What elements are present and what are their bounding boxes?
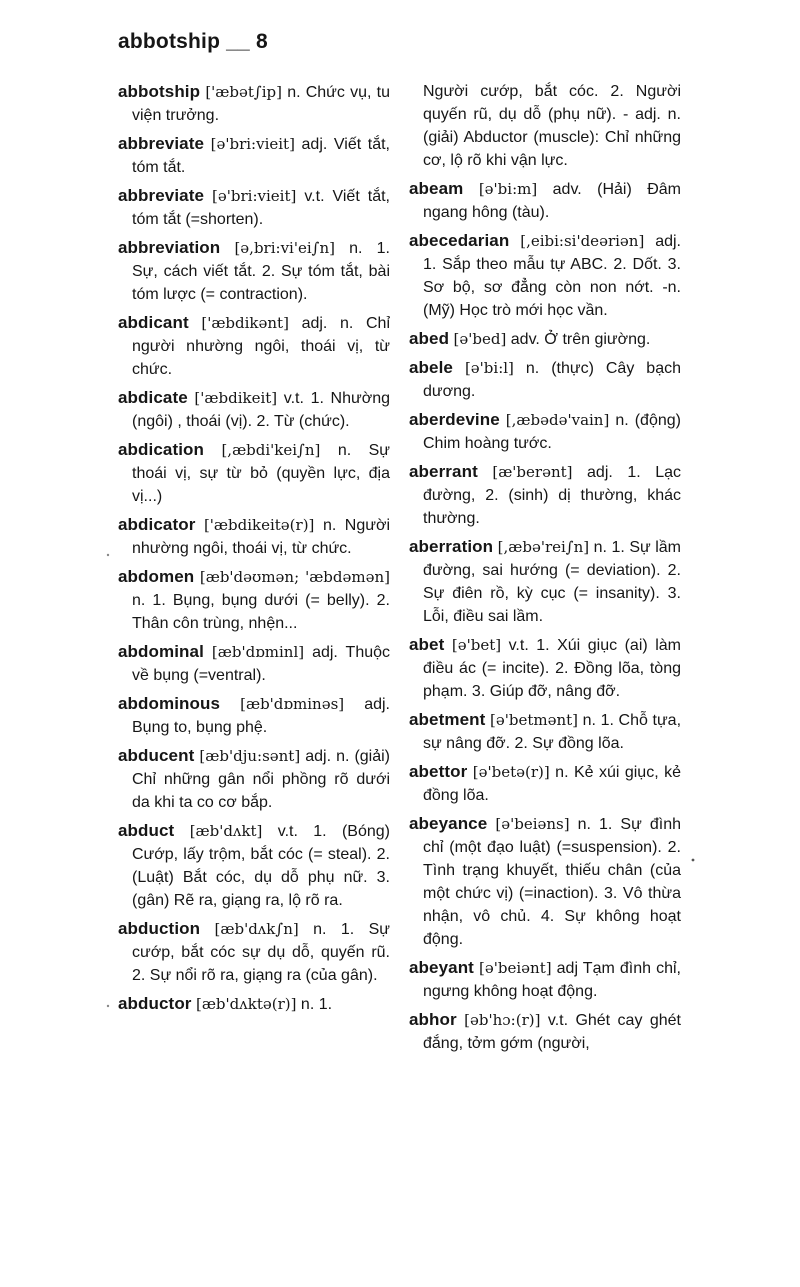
headword: abetment [409,710,486,729]
definition: adj. Thuộc về bụng (=ventral). [132,644,391,684]
page-header: abbotship __ 8 [118,30,268,53]
headword: abeam [409,179,464,198]
definition: adj. n. (giải) Chỉ những gân nổi phồng rõ dưới da khi ta co cơ bắp. [132,748,391,811]
pronunciation: [ə'bi:l] [464,359,514,377]
headword: abdicate [118,388,188,407]
pronunciation: [æb'dʌk∫n] [214,920,299,938]
definition: adv. (Hải) Đâm ngang hông (tàu). [423,181,681,221]
definition: adj. n. Chỉ người nhường ngôi, thoái vị, từ chức. [132,315,390,378]
headword: abettor [409,762,468,781]
dictionary-entry [409,460,681,530]
headword: abbreviate [118,134,205,153]
definition: n. 1. Bụng, bụng dưới (= belly). 2. Thân côn trùng, nhện... [132,592,390,632]
dictionary-entry [118,917,390,987]
definition: n. Kẻ xúi giục, kẻ đồng lõa. [423,764,681,804]
definition: n. 1. Chỗ tựa, sự nâng đỡ. 2. Sự đồng lõa. [423,712,682,752]
dictionary-entry [118,692,390,739]
definition: n. Sự thoái vị, sự từ bỏ (quyền lực, địa vị...) [132,442,390,505]
definition: n. 1. Sự cướp, bắt cóc sự dụ dỗ, quyến rũ. 2. Sự nổi rõ ra, giạng ra (của gân). [132,921,390,984]
headword: abecedarian [409,231,510,250]
pronunciation: [ə'bet] [451,636,502,654]
headword: aberrant [409,462,478,481]
pronunciation: ['æbdikənt] [201,314,289,332]
definition: n. 1. Sự đình chỉ (một đạo luật) (=suspension). 2. Tình trạng khuyết, thiếu chân (của một chức vị) (=inaction). 3. Vô thừa nhận, vô chủ. 4. Sự không hoạt động. [423,816,682,948]
dictionary-entry [409,633,681,703]
dictionary-entry [409,356,681,403]
headword: abbotship [118,82,201,101]
definition: adj. 1. Sắp theo mẫu tự ABC. 2. Dốt. 3. Sơ bộ, sơ đẳng còn non nớt. -n. (Mỹ) Học trò mới học vần. [423,233,681,319]
pronunciation: [æb'dʌkt] [189,822,263,840]
right-column [409,80,681,1060]
dictionary-entry [118,386,390,433]
entry-continuation: Người cướp, bắt cóc. 2. Người quyến rũ, dụ dỗ (phụ nữ). - adj. n. (giải) Abductor (muscle): Chỉ những cơ, lộ rõ khi vận lực. [423,83,681,169]
pronunciation: ['æbdikeit] [194,389,278,407]
dictionary-entry [118,565,390,635]
dictionary-entry [118,992,390,1016]
headword: abeyance [409,814,488,833]
dictionary-entry [409,408,681,455]
pronunciation: [ə,bri:vi'ei∫n] [234,239,335,257]
pronunciation: [ə'bi:m] [478,180,538,198]
scan-speck [692,859,695,862]
definition: n. (động) Chim hoàng tước. [423,412,681,452]
dictionary-entry [409,177,681,224]
definition: v.t. Ghét cay ghét đắng, tởm gớm (người, [423,1012,681,1052]
dictionary-entry [409,956,681,1003]
definition: n. Chức vụ, tu viện trưởng. [132,84,390,124]
pronunciation: [ə'betə(r)] [472,763,550,781]
dictionary-entry [118,438,390,508]
pronunciation: [,eibi:si'deəriən] [520,232,645,250]
headword: abdominous [118,694,221,713]
pronunciation: [əb'hɔ:(r)] [464,1011,541,1029]
dictionary-entry [118,311,390,381]
headword: abdominal [118,642,204,661]
pronunciation: ['æbdikeitə(r)] [203,516,315,534]
headword: abdication [118,440,205,459]
pronunciation: [æb'dəʊmən; 'æbdəmən] [199,568,390,586]
headword: abductor [118,994,192,1013]
dictionary-entry [118,132,390,179]
dictionary-entry [118,513,390,560]
headword: abele [409,358,453,377]
dictionary-entry [409,812,681,951]
dictionary-entry [118,640,390,687]
definition: v.t. Viết tắt, tóm tắt (=shorten). [132,188,390,228]
pronunciation: [æb'dɒminəs] [240,695,345,713]
definition: n. 1. Sự, cách viết tắt. 2. Sự tóm tắt, bài tóm lược (= contraction). [132,240,391,303]
definition: adj. 1. Lạc đường, 2. (sinh) dị thường, khác thường. [423,464,681,527]
pronunciation: [ə'betmənt] [490,711,579,729]
headword: abduction [118,919,201,938]
pronunciation: [æb'dɒminl] [211,643,305,661]
dictionary-entry [118,744,390,814]
headword: abed [409,329,450,348]
definition: v.t. 1. Xúi giục (ai) làm điều ác (= incite). 2. Đồng lõa, tòng phạm. 3. Giúp đỡ, nâng đỡ. [423,637,681,700]
pronunciation: [,æbdi'kei∫n] [221,441,321,459]
headword: abdicator [118,515,196,534]
definition: adv. Ở trên giường. [510,331,651,348]
dictionary-entry [118,236,390,306]
headword: abdomen [118,567,195,586]
definition: n. 1. [300,996,333,1013]
headword: abbreviate [118,186,205,205]
pronunciation: [ə'beiəns] [495,815,570,833]
dictionary-entry [409,229,681,322]
definition: adj Tạm đình chỉ, ngưng không hoạt động. [423,960,681,1000]
pronunciation: [,æbə'rei∫n] [497,538,590,556]
headword: abbreviation [118,238,221,257]
scan-speck [107,1005,109,1007]
headword: abhor [409,1010,457,1029]
headword: abet [409,635,445,654]
pronunciation: [ə'bed] [453,330,507,348]
pronunciation: [ə'beiənt] [479,959,552,977]
definition: adj. Viết tắt, tóm tắt. [132,136,390,176]
left-column [118,80,390,1021]
pronunciation: [æb'dju:sənt] [199,747,301,765]
dictionary-entry [409,708,681,755]
definition: adj. Bụng to, bụng phệ. [132,696,390,736]
headword: abduct [118,821,175,840]
definition: v.t. 1. (Bóng) Cướp, lấy trộm, bắt cóc (= steal). 2. (Luật) Bắt cóc, dụ dỗ phụ nữ. 3. (gân) Rẽ ra, giạng ra, lộ rõ ra. [132,823,390,909]
headword: abdicant [118,313,189,332]
definition: n. 1. Sự lầm đường, sai hướng (= deviation). 2. Sự điên rồ, kỳ cục (= insanity). 3. Lỗi, điều sai lầm. [423,539,681,625]
headword: aberration [409,537,494,556]
definition: v.t. 1. Nhường (ngôi) , thoái (vị). 2. Từ (chức). [132,390,390,430]
dictionary-entry [118,819,390,912]
pronunciation: [ə'bri:vieit] [212,187,297,205]
pronunciation: ['æbət∫ip] [205,83,282,101]
dictionary-entry [118,184,390,231]
pronunciation: [æ'berənt] [492,463,573,481]
headword: abeyant [409,958,474,977]
headword: abducent [118,746,195,765]
headword: aberdevine [409,410,500,429]
scan-speck [107,554,109,556]
dictionary-entry [118,80,390,127]
dictionary-entry [409,1008,681,1055]
pronunciation: [,æbədə'vain] [505,411,610,429]
dictionary-entry [409,327,681,351]
dictionary-entry [409,535,681,628]
dictionary-entry [409,760,681,807]
pronunciation: [æb'dʌktə(r)] [195,995,297,1013]
definition: n. Người nhường ngôi, thoái vị, từ chức. [132,517,390,557]
definition: n. (thực) Cây bạch dương. [423,360,681,400]
pronunciation: [ə'bri:vieit] [210,135,295,153]
